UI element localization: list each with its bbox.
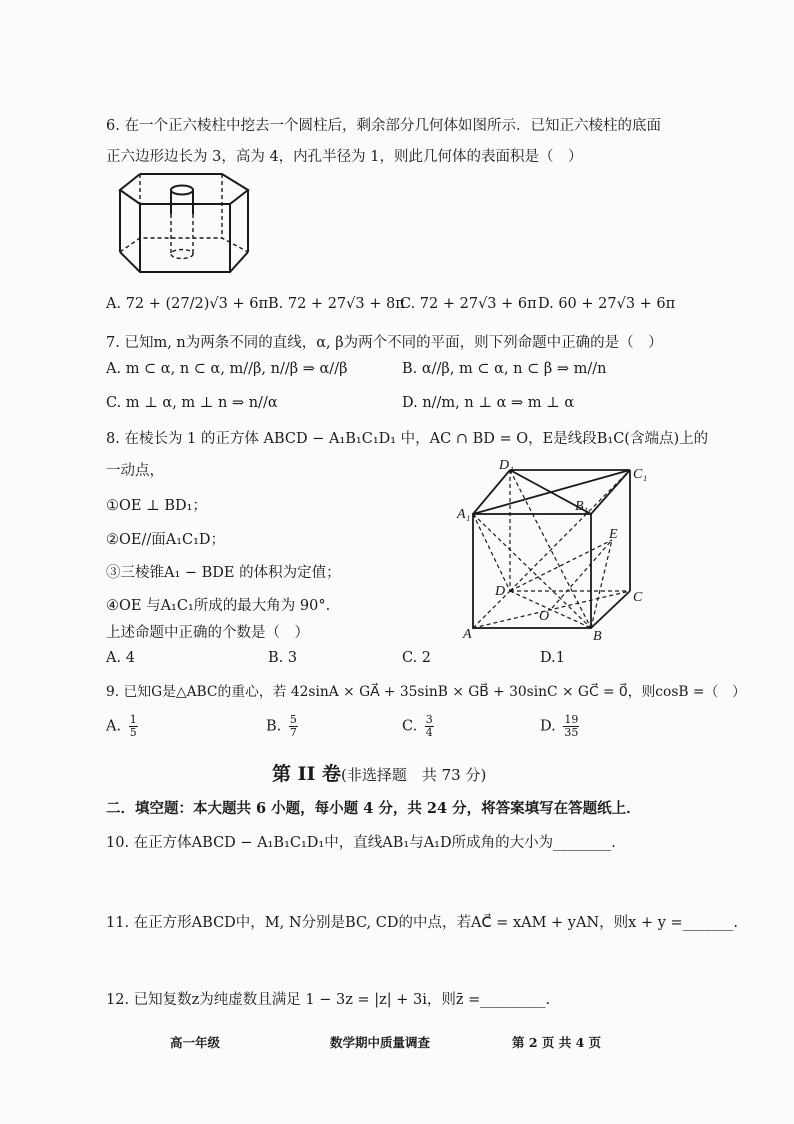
q8-statement-4: ④OE 与A₁C₁所成的最大角为 90°. xyxy=(106,598,331,614)
label-d: D xyxy=(495,584,506,599)
q8-statement-1: ①OE ⊥ BD₁； xyxy=(106,498,207,514)
q9-option-a: A. $\frac{1}{5}$ xyxy=(106,713,137,739)
q8-option-a: A. 4 xyxy=(106,650,135,666)
footer-page: 第 2 页 共 4 页 xyxy=(512,1035,602,1050)
label-o: O xyxy=(539,609,550,624)
q8-line2: 一动点， xyxy=(106,463,164,479)
q6-option-b: B. 72 + 27√3 + 8π xyxy=(268,296,405,312)
q9-option-a-fraction: $\frac{1}{5}$ xyxy=(129,713,137,739)
q7-option-a: A. m ⊂ α, n ⊂ α, m//β, n//β ⇒ α//β xyxy=(106,361,348,377)
label-d1: D₁ xyxy=(499,458,514,473)
q9-stem: 9. 已知G是△ABC的重心，若 42sinA × GA⃗ + 35sinB × GB⃗ + 30sinC × GC⃗ = 0⃗，则cosB =（ ） xyxy=(106,684,746,700)
label-b1: B₁ xyxy=(575,499,589,514)
label-a: A xyxy=(463,627,472,642)
label-c: C xyxy=(633,590,643,605)
fill-in-heading: 二．填空题：本大题共 6 小题，每小题 4 分，共 24 分，将答案填写在答题纸上． xyxy=(106,800,641,817)
q9-option-c: C. $\frac{3}{4}$ xyxy=(402,713,433,739)
q9-option-d: D. $\frac{19}{35}$ xyxy=(540,713,579,739)
q7-option-c: C. m ⊥ α, m ⊥ n ⇒ n//α xyxy=(106,395,278,411)
q8-ask: 上述命题中正确的个数是（ ） xyxy=(106,625,309,641)
q11: 11. 在正方形ABCD中，M, N分别是BC, CD的中点，若AC⃗ = xAM + yAN，则x + y =_______. xyxy=(106,915,739,931)
q7-stem: 7. 已知m, n为两条不同的直线，α, β为两个不同的平面，则下列命题中正确的是（ ） xyxy=(106,335,663,351)
q8-statement-3: ③三棱锥A₁ − BDE 的体积为定值； xyxy=(106,565,341,581)
section-subtitle: (非选择题 共 73 分) xyxy=(341,766,487,784)
q7-option-b: B. α//β, m ⊂ α, n ⊂ β ⇒ m//n xyxy=(402,361,607,377)
hex-prism-figure xyxy=(110,168,260,286)
q9-option-b: B. $\frac{5}{7}$ xyxy=(266,713,297,739)
footer-grade: 高一年级 xyxy=(170,1035,221,1050)
q8-option-d: D.1 xyxy=(540,650,565,666)
q6-option-c: C. 72 + 27√3 + 6π xyxy=(400,296,537,312)
q6-option-d: D. 60 + 27√3 + 6π xyxy=(538,296,676,312)
q6-line2: 正六边形边长为 3，高为 4，内孔半径为 1，则此几何体的表面积是（ ） xyxy=(106,149,583,165)
q8-option-b: B. 3 xyxy=(268,650,298,666)
q7-option-d: D. n//m, n ⊥ α ⇒ m ⊥ α xyxy=(402,395,575,411)
q8-line1: 8. 在棱长为 1 的正方体 ABCD − A₁B₁C₁D₁ 中，AC ∩ BD = O，E是线段B₁C(含端点)上的 xyxy=(106,431,709,447)
q6-option-a: A. 72 + (27/2)√3 + 6π xyxy=(106,296,268,312)
section-title: 第 II 卷(非选择题 共 73 分) xyxy=(272,763,487,785)
label-e: E xyxy=(609,527,618,542)
label-b: B xyxy=(593,629,602,644)
label-c1: C₁ xyxy=(633,467,648,482)
q9-option-c-fraction: $\frac{3}{4}$ xyxy=(425,713,433,739)
q9-option-b-fraction: $\frac{5}{7}$ xyxy=(289,713,297,739)
cube-figure xyxy=(455,458,655,644)
label-a1: A₁ xyxy=(457,507,471,522)
q12: 12. 已知复数z为纯虚数且满足 1 − 3z = |z| + 3i，则z̄ =_________. xyxy=(106,992,551,1008)
q9-option-d-fraction: $\frac{19}{35}$ xyxy=(564,713,579,739)
q8-statement-2: ②OE//面A₁C₁D； xyxy=(106,532,226,548)
footer-exam: 数学期中质量调查 xyxy=(330,1035,431,1050)
q8-option-c: C. 2 xyxy=(402,650,432,666)
q10: 10. 在正方体ABCD − A₁B₁C₁D₁中，直线AB₁与A₁D所成角的大小为________. xyxy=(106,835,616,851)
q6-line1: 6. 在一个正六棱柱中挖去一个圆柱后，剩余部分几何体如图所示．已知正六棱柱的底面 xyxy=(106,118,661,134)
